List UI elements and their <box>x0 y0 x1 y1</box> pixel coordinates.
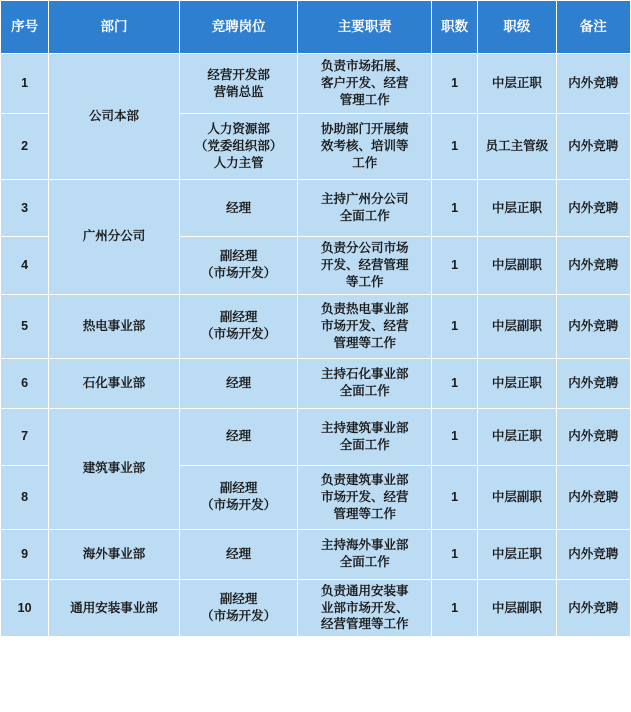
cell-headcount: 1 <box>432 529 478 579</box>
table-row <box>1 358 631 408</box>
column-header-position: 竞聘岗位 <box>179 1 298 54</box>
cell-remark: 内外竞聘 <box>556 465 630 529</box>
cell-remark: 内外竞聘 <box>556 529 630 579</box>
cell-sequence-number: 9 <box>1 529 49 579</box>
cell-rank: 中层正职 <box>478 180 556 237</box>
cell-department: 热电事业部 <box>49 294 180 358</box>
cell-duties: 负责通用安装事 业部市场开发、 经营管理等工作 <box>298 579 432 637</box>
cell-duties: 主持建筑事业部 全面工作 <box>298 408 432 465</box>
cell-duties: 主持广州分公司 全面工作 <box>298 180 432 237</box>
cell-position: 经理 <box>179 180 298 237</box>
cell-sequence-number: 5 <box>1 294 49 358</box>
cell-sequence-number: 6 <box>1 358 49 408</box>
cell-sequence-number: 4 <box>1 237 49 295</box>
cell-position: 经营开发部 营销总监 <box>179 54 298 114</box>
cell-remark: 内外竞聘 <box>556 358 630 408</box>
cell-rank: 中层副职 <box>478 579 556 637</box>
cell-sequence-number: 8 <box>1 465 49 529</box>
cell-position: 经理 <box>179 408 298 465</box>
cell-rank: 员工主管级 <box>478 114 556 180</box>
cell-rank: 中层副职 <box>478 465 556 529</box>
cell-headcount: 1 <box>432 465 478 529</box>
cell-rank: 中层副职 <box>478 294 556 358</box>
cell-position: 副经理 （市场开发） <box>179 237 298 295</box>
cell-rank: 中层正职 <box>478 358 556 408</box>
cell-sequence-number: 7 <box>1 408 49 465</box>
cell-rank: 中层正职 <box>478 529 556 579</box>
cell-headcount: 1 <box>432 237 478 295</box>
table-row <box>1 294 631 358</box>
cell-position: 副经理 （市场开发） <box>179 465 298 529</box>
cell-duties: 主持海外事业部 全面工作 <box>298 529 432 579</box>
cell-sequence-number: 3 <box>1 180 49 237</box>
cell-rank: 中层正职 <box>478 408 556 465</box>
table-row <box>1 529 631 579</box>
cell-remark: 内外竞聘 <box>556 114 630 180</box>
column-header-no: 序号 <box>1 1 49 54</box>
cell-remark: 内外竞聘 <box>556 54 630 114</box>
cell-headcount: 1 <box>432 579 478 637</box>
cell-position: 副经理 （市场开发） <box>179 294 298 358</box>
cell-rank: 中层正职 <box>478 54 556 114</box>
column-header-headcount: 职数 <box>432 1 478 54</box>
cell-remark: 内外竞聘 <box>556 180 630 237</box>
table-header-row <box>1 1 631 54</box>
cell-department: 广州分公司 <box>49 180 180 295</box>
cell-headcount: 1 <box>432 358 478 408</box>
cell-rank: 中层副职 <box>478 237 556 295</box>
table-row <box>1 408 631 465</box>
cell-sequence-number: 2 <box>1 114 49 180</box>
table-header <box>1 1 631 54</box>
cell-position: 人力资源部 （党委组织部） 人力主管 <box>179 114 298 180</box>
cell-department: 通用安装事业部 <box>49 579 180 637</box>
column-header-duties: 主要职责 <box>298 1 432 54</box>
cell-duties: 协助部门开展绩 效考核、培训等 工作 <box>298 114 432 180</box>
cell-department: 建筑事业部 <box>49 408 180 529</box>
cell-headcount: 1 <box>432 54 478 114</box>
cell-department: 石化事业部 <box>49 358 180 408</box>
cell-headcount: 1 <box>432 294 478 358</box>
cell-duties: 负责热电事业部 市场开发、经营 管理等工作 <box>298 294 432 358</box>
cell-position: 经理 <box>179 529 298 579</box>
cell-department: 公司本部 <box>49 54 180 180</box>
cell-position: 副经理 （市场开发） <box>179 579 298 637</box>
table-row <box>1 54 631 114</box>
cell-headcount: 1 <box>432 180 478 237</box>
cell-duties: 主持石化事业部 全面工作 <box>298 358 432 408</box>
column-header-department: 部门 <box>49 1 180 54</box>
cell-headcount: 1 <box>432 114 478 180</box>
cell-remark: 内外竞聘 <box>556 579 630 637</box>
cell-sequence-number: 1 <box>1 54 49 114</box>
table-body <box>1 54 631 637</box>
cell-department: 海外事业部 <box>49 529 180 579</box>
cell-remark: 内外竞聘 <box>556 237 630 295</box>
cell-duties: 负责分公司市场 开发、经营管理 等工作 <box>298 237 432 295</box>
table-row <box>1 180 631 237</box>
cell-sequence-number: 10 <box>1 579 49 637</box>
column-header-rank: 职级 <box>478 1 556 54</box>
column-header-remark: 备注 <box>556 1 630 54</box>
cell-duties: 负责建筑事业部 市场开发、经营 管理等工作 <box>298 465 432 529</box>
table-row <box>1 579 631 637</box>
cell-remark: 内外竞聘 <box>556 294 630 358</box>
cell-duties: 负责市场拓展、 客户开发、经营 管理工作 <box>298 54 432 114</box>
cell-position: 经理 <box>179 358 298 408</box>
cell-headcount: 1 <box>432 408 478 465</box>
cell-remark: 内外竞聘 <box>556 408 630 465</box>
